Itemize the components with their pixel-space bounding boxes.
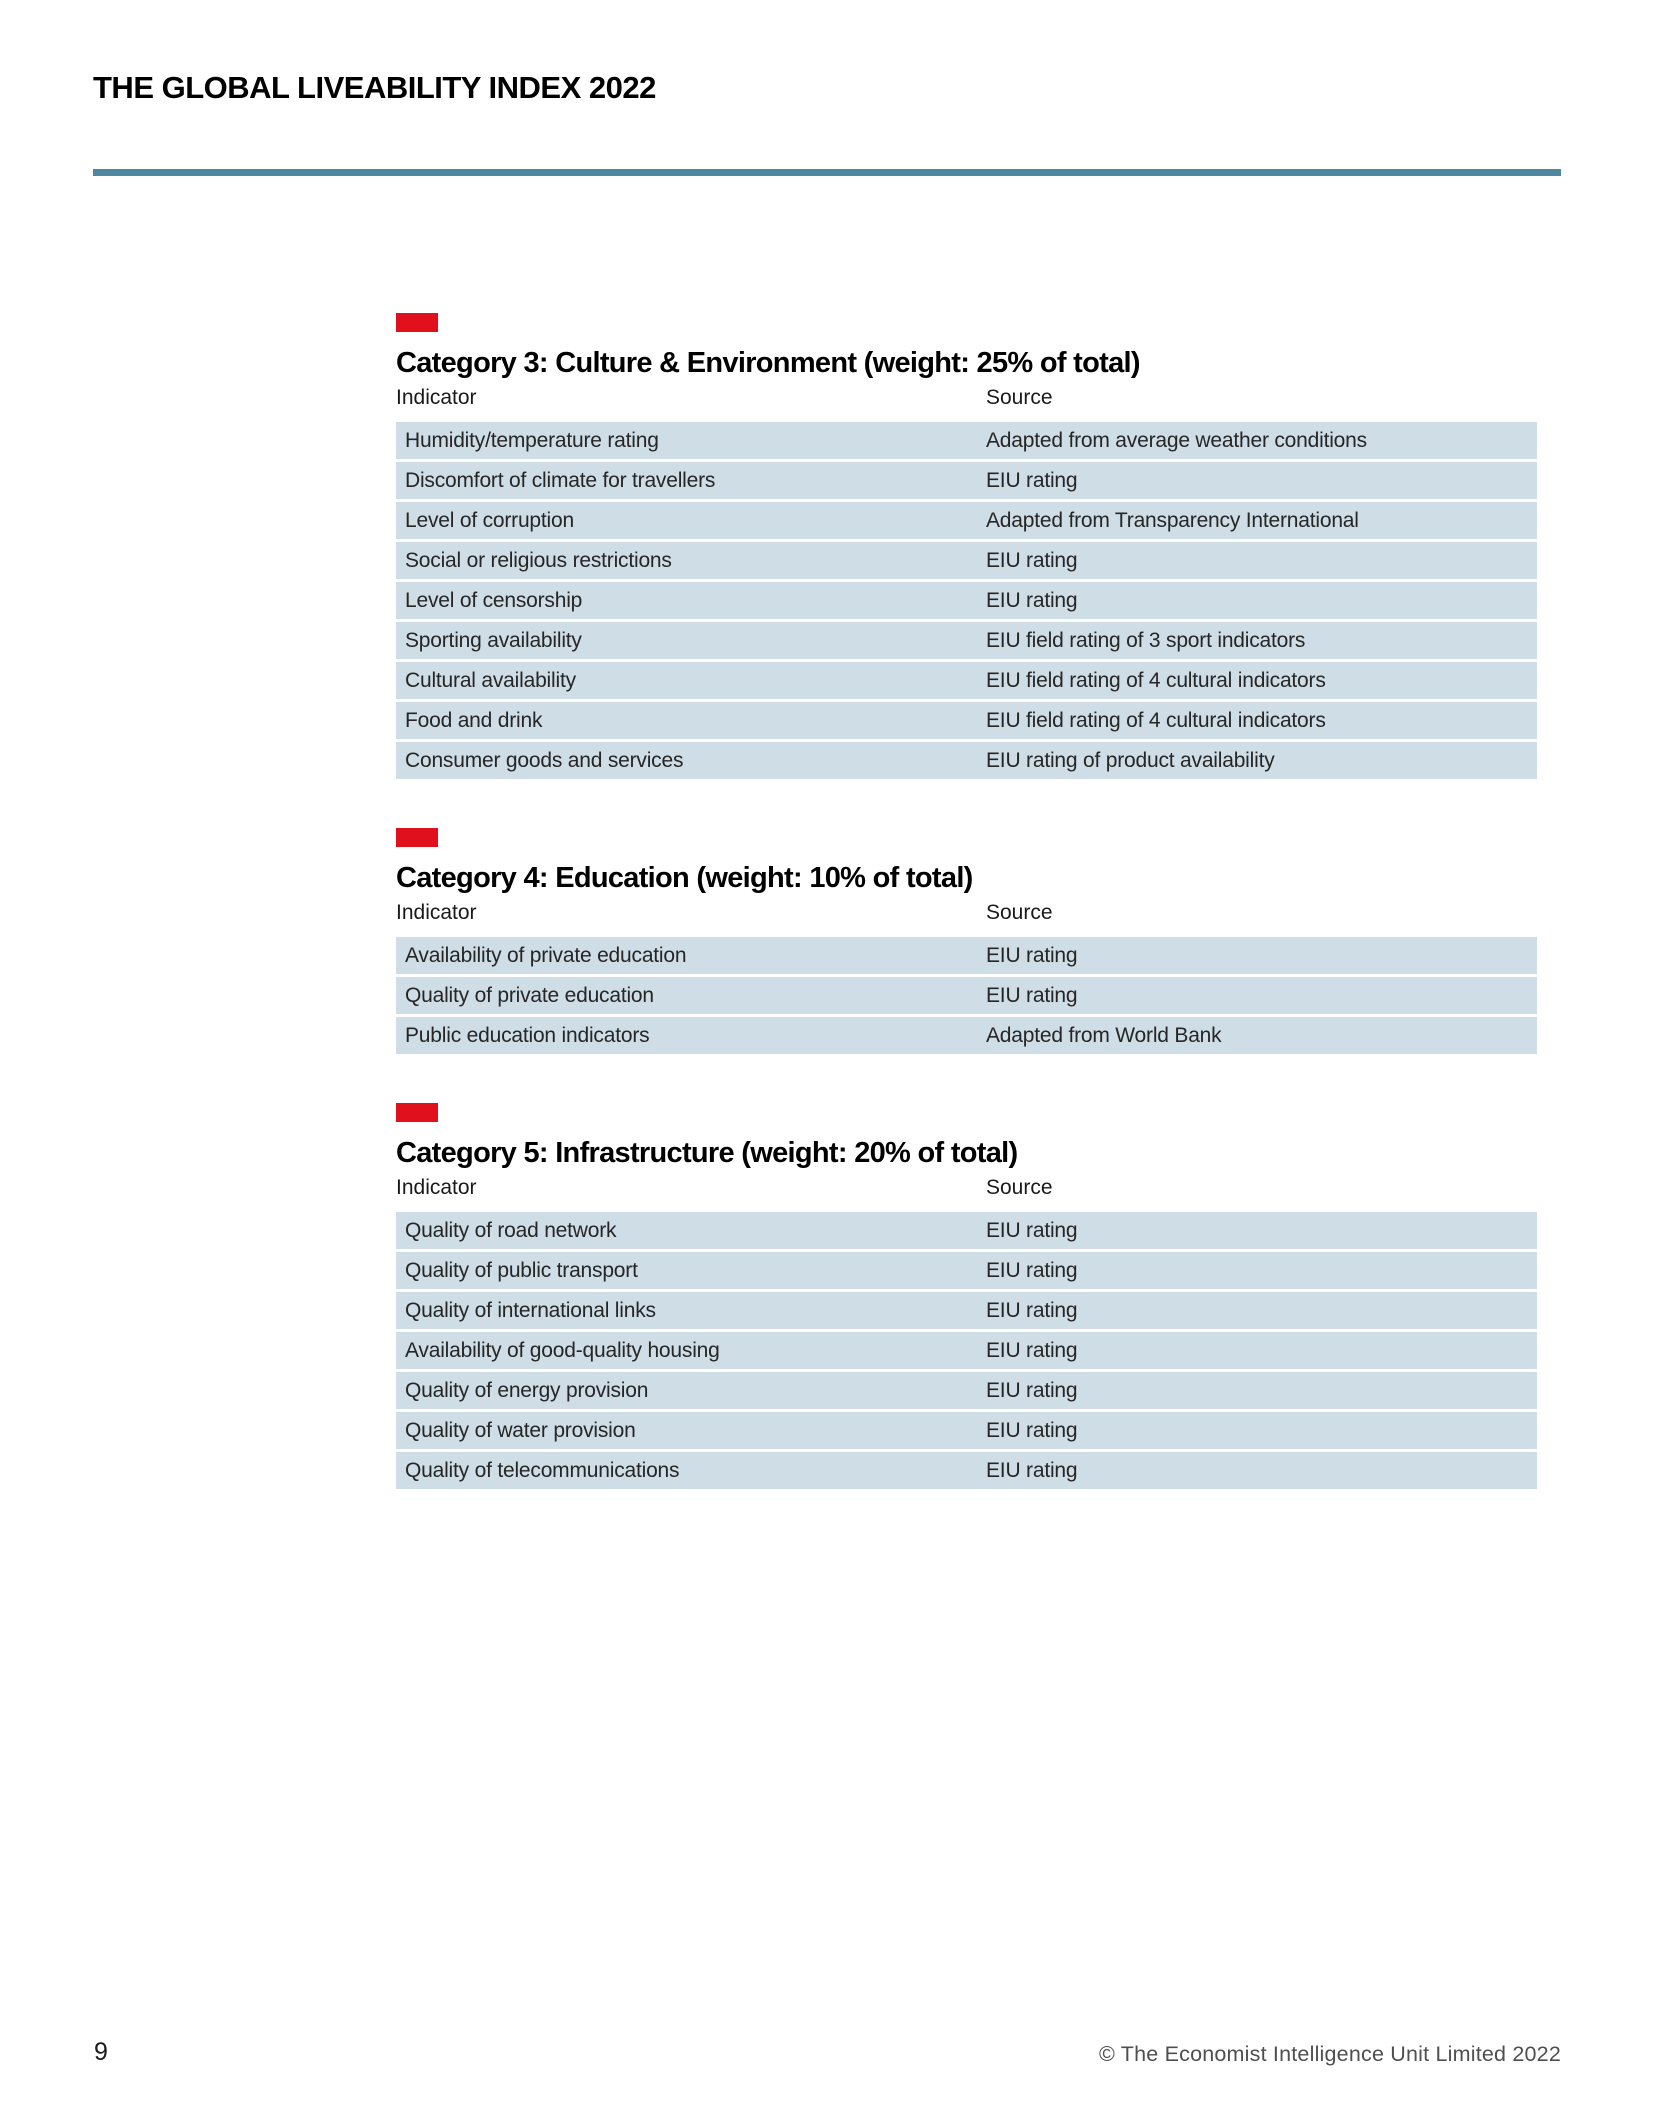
source-cell: EIU rating	[986, 1419, 1078, 1442]
column-header-source: Source	[986, 1176, 1053, 1199]
source-cell: EIU rating	[986, 1219, 1078, 1242]
source-cell: EIU rating	[986, 1459, 1078, 1482]
table-body	[396, 937, 1537, 1054]
indicator-cell: Food and drink	[405, 709, 543, 732]
source-cell: Adapted from Transparency International	[986, 509, 1359, 532]
indicator-cell: Quality of water provision	[405, 1419, 636, 1442]
indicator-cell: Consumer goods and services	[405, 749, 684, 772]
category-section	[396, 828, 1537, 1054]
indicator-cell: Cultural availability	[405, 669, 576, 692]
indicator-cell: Public education indicators	[405, 1024, 650, 1047]
table-row	[396, 1332, 1537, 1369]
table-row	[396, 702, 1537, 739]
table-column-headers	[396, 385, 1537, 411]
categories-container	[396, 313, 1537, 1538]
section-title: Category 5: Infrastructure (weight: 20% of total)	[396, 1137, 1018, 1169]
source-cell: Adapted from average weather conditions	[986, 429, 1367, 452]
column-header-source: Source	[986, 386, 1053, 409]
source-cell: EIU field rating of 4 cultural indicators	[986, 669, 1326, 692]
category-section	[396, 313, 1537, 779]
copyright-notice: © The Economist Intelligence Unit Limited 2022	[1098, 2042, 1561, 2066]
indicator-cell: Level of censorship	[405, 589, 583, 612]
indicator-cell: Availability of good-quality housing	[405, 1339, 720, 1362]
indicator-cell: Humidity/temperature rating	[405, 429, 659, 452]
table-column-headers	[396, 900, 1537, 926]
source-cell: EIU field rating of 3 sport indicators	[986, 629, 1306, 652]
source-cell: EIU rating	[986, 984, 1078, 1007]
table-row	[396, 977, 1537, 1014]
indicator-cell: Quality of private education	[405, 984, 654, 1007]
source-cell: EIU rating	[986, 1379, 1078, 1402]
column-header-source: Source	[986, 901, 1053, 924]
section-title: Category 4: Education (weight: 10% of total)	[396, 862, 973, 894]
indicator-cell: Sporting availability	[405, 629, 582, 652]
table-row	[396, 1017, 1537, 1054]
column-header-indicator: Indicator	[396, 386, 477, 409]
indicator-cell: Social or religious restrictions	[405, 549, 672, 572]
indicator-cell: Quality of energy provision	[405, 1379, 649, 1402]
indicator-cell: Level of corruption	[405, 509, 574, 532]
indicator-cell: Quality of international links	[405, 1299, 656, 1322]
table-row	[396, 1452, 1537, 1489]
source-cell: EIU field rating of 4 cultural indicators	[986, 709, 1326, 732]
table-row	[396, 1252, 1537, 1289]
table-row	[396, 742, 1537, 779]
indicator-cell: Quality of road network	[405, 1219, 617, 1242]
source-cell: EIU rating	[986, 1339, 1078, 1362]
table-row	[396, 1292, 1537, 1329]
indicator-cell: Quality of telecommunications	[405, 1459, 680, 1482]
table-row	[396, 502, 1537, 539]
source-cell: EIU rating	[986, 589, 1078, 612]
source-cell: EIU rating	[986, 549, 1078, 572]
table-row	[396, 462, 1537, 499]
document-title: THE GLOBAL LIVEABILITY INDEX 2022	[93, 70, 656, 105]
page-number: 9	[94, 2038, 108, 2066]
indicator-cell: Quality of public transport	[405, 1259, 638, 1282]
source-cell: EIU rating	[986, 1259, 1078, 1282]
column-header-indicator: Indicator	[396, 901, 477, 924]
source-cell: EIU rating	[986, 1299, 1078, 1322]
indicator-cell: Discomfort of climate for travellers	[405, 469, 716, 492]
table-body	[396, 422, 1537, 779]
table-row	[396, 1412, 1537, 1449]
header-rule	[93, 169, 1561, 176]
source-cell: EIU rating	[986, 469, 1078, 492]
column-header-indicator: Indicator	[396, 1176, 477, 1199]
table-row	[396, 422, 1537, 459]
table-row	[396, 937, 1537, 974]
table-row	[396, 662, 1537, 699]
table-row	[396, 582, 1537, 619]
table-row	[396, 622, 1537, 659]
table-row	[396, 1212, 1537, 1249]
category-section	[396, 1103, 1537, 1489]
table-row	[396, 542, 1537, 579]
table-row	[396, 1372, 1537, 1409]
source-cell: Adapted from World Bank	[986, 1024, 1222, 1047]
section-red-marker	[396, 828, 438, 847]
section-red-marker	[396, 1103, 438, 1122]
indicator-cell: Availability of private education	[405, 944, 687, 967]
section-title: Category 3: Culture & Environment (weight: 25% of total)	[396, 347, 1140, 379]
section-red-marker	[396, 313, 438, 332]
table-body	[396, 1212, 1537, 1489]
source-cell: EIU rating	[986, 944, 1078, 967]
source-cell: EIU rating of product availability	[986, 749, 1275, 772]
table-column-headers	[396, 1175, 1537, 1201]
